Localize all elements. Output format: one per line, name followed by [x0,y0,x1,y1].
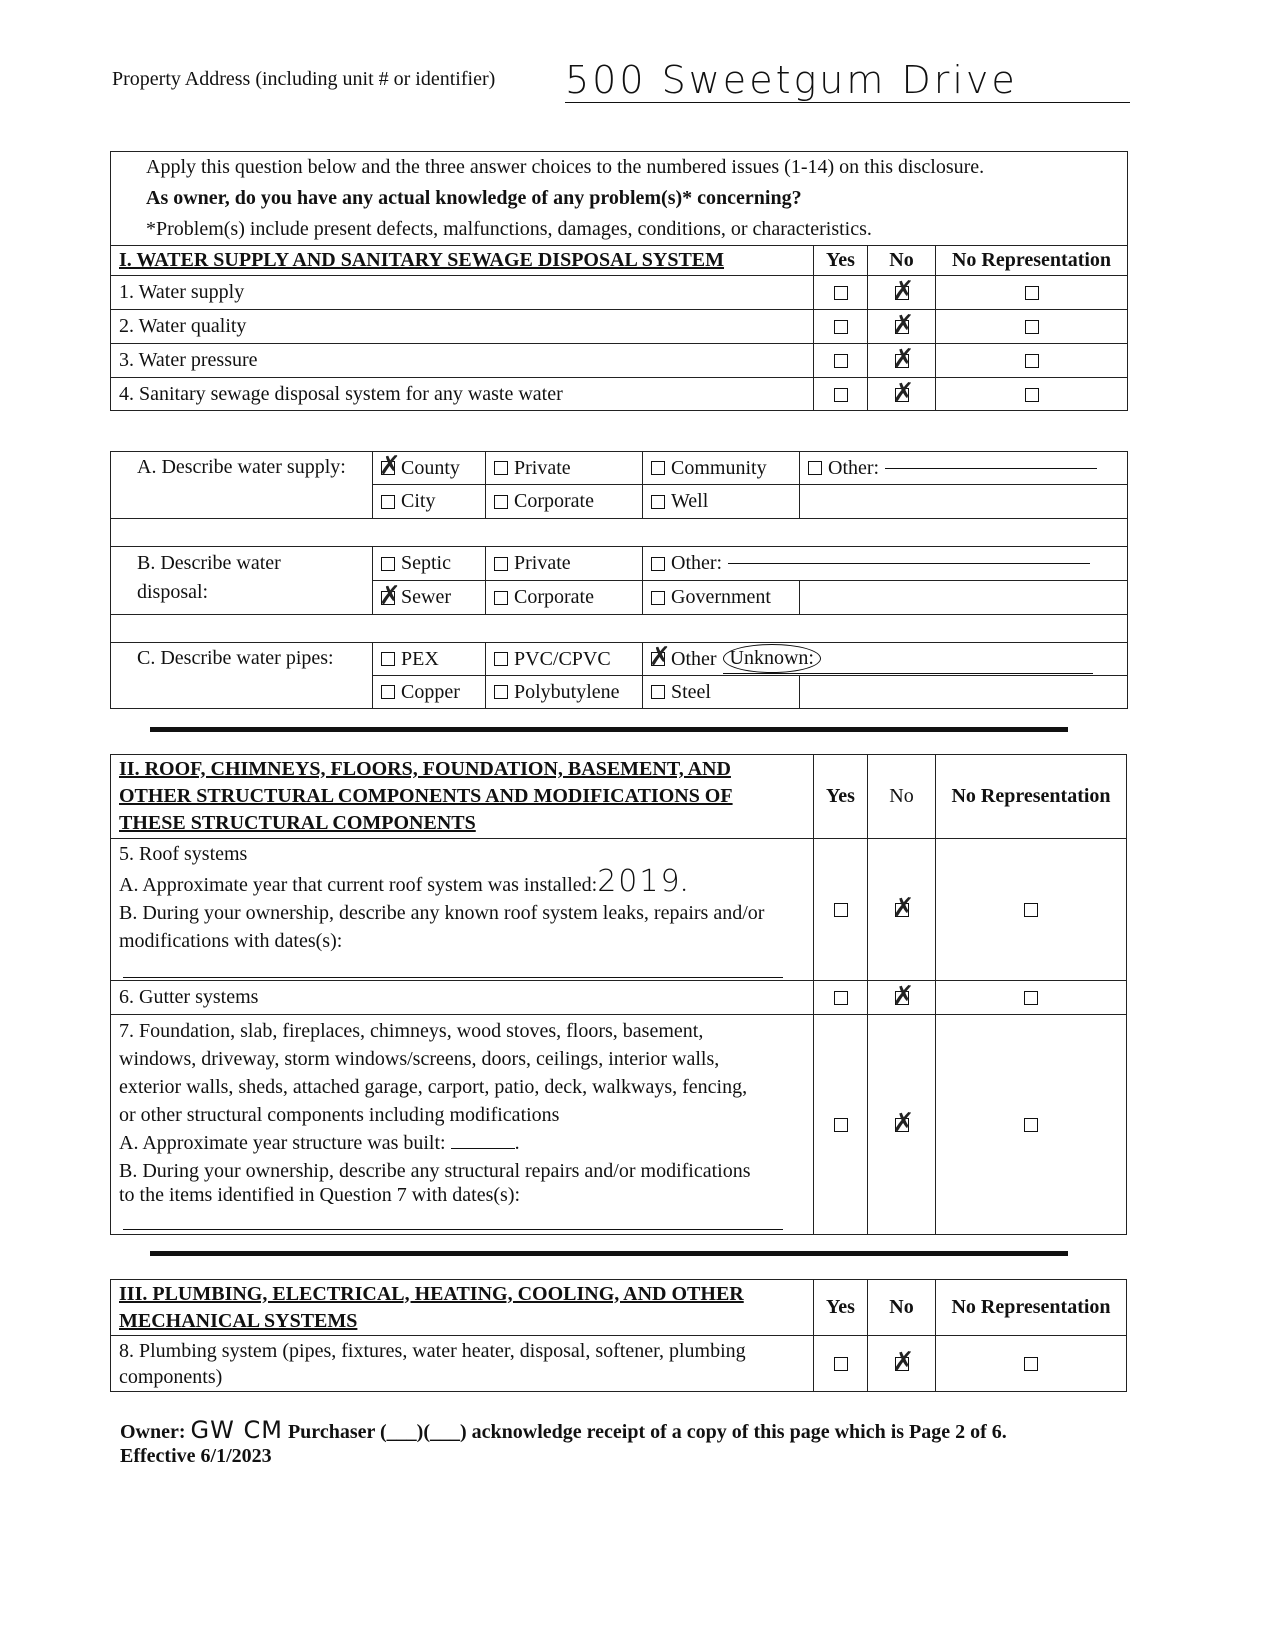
no-checkbox[interactable]: ✗ [892,981,915,1012]
item-label: 2. Water quality [111,310,814,344]
water-disposal-label [111,547,373,615]
item5-b-line2: modifications with dates(s): [119,930,343,952]
copper-checkbox[interactable] [381,685,395,699]
no-checkbox[interactable]: ✗ [892,377,915,408]
no-rep-checkbox[interactable] [1025,320,1039,334]
other-checkbox[interactable] [808,461,822,475]
no-rep-checkbox[interactable] [1024,1357,1038,1371]
purchaser-acknowledgement: Purchaser (___)(___) acknowledge receipt of a copy of this page which is Page 2 of 6. [287,1421,1007,1443]
water-disposal-label-line2: disposal: [137,581,209,603]
footer [120,1418,1007,1468]
item7-a-label: A. Approximate year structure was built: [119,1132,446,1154]
section3-title-line1: III. PLUMBING, ELECTRICAL, HEATING, COOLING, AND OTHER [119,1282,744,1305]
option-label: County [401,456,460,479]
year-built-input[interactable] [451,1148,515,1149]
item7-line4: or other structural components including modifications [119,1104,560,1126]
roof-year-input[interactable]: 2019 [597,864,682,899]
yes-checkbox[interactable] [834,1357,848,1371]
pex-checkbox[interactable] [381,652,395,666]
structural-repairs-input[interactable] [123,1207,783,1230]
polybutylene-checkbox[interactable] [494,685,508,699]
table-row [111,276,1128,310]
item-label: 6. Gutter systems [111,981,814,1015]
table-row [111,981,1127,1015]
spacer-row [111,519,1128,547]
no-rep-checkbox[interactable] [1025,354,1039,368]
other-input[interactable] [728,563,1090,564]
col-no-header: No [868,1280,936,1336]
community-checkbox[interactable] [651,461,665,475]
no-rep-checkbox[interactable] [1025,388,1039,402]
col-yes-header: Yes [814,755,868,839]
section3-title [111,1280,814,1336]
option-label: Other [671,647,717,670]
no-rep-checkbox[interactable] [1024,1118,1038,1132]
owner-label: Owner: [120,1421,186,1443]
period: . [681,874,687,896]
intro-question: As owner, do you have any actual knowledge of any problem(s)* concerning? [146,187,802,209]
item8-line1: 8. Plumbing system (pipes, fixtures, water heater, disposal, softener, plumbing [119,1339,746,1362]
item-label: 3. Water pressure [111,344,814,378]
item7-b-line2: to the items identified in Question 7 with dates(s): [119,1184,521,1206]
item8-line2: components) [119,1365,223,1388]
item5-title: 5. Roof systems [119,843,248,865]
other-input[interactable] [885,468,1097,469]
property-address-row [112,68,495,91]
item7-line1: 7. Foundation, slab, fireplaces, chimneys, wood stoves, floors, basement, [119,1020,704,1042]
no-checkbox[interactable]: ✗ [892,344,915,375]
county-checkbox[interactable]: ✗ [379,451,401,481]
section-divider [150,727,1068,732]
col-norep-header: No Representation [936,1280,1127,1336]
no-rep-checkbox[interactable] [1024,991,1038,1005]
intro-block [111,152,1128,246]
yes-checkbox[interactable] [834,991,848,1005]
section2-title [111,755,814,839]
private-checkbox[interactable] [494,461,508,475]
no-checkbox[interactable]: ✗ [892,1347,915,1378]
water-pipes-label: C. Describe water pipes: [111,643,373,709]
steel-checkbox[interactable] [651,685,665,699]
item7-line2: windows, driveway, storm windows/screens, doors, ceilings, interior walls, [119,1048,720,1070]
col-norep-header: No Representation [936,755,1127,839]
option-label: PEX [401,647,439,670]
property-address-label: Property Address (including unit # or identifier) [112,68,496,90]
table-row [111,1015,1127,1235]
col-no-header: No [868,246,936,276]
option-label: Steel [671,680,711,703]
option-label: Sewer [401,586,451,608]
option-label: Other: [671,552,723,574]
section2-title-line3: THESE STRUCTURAL COMPONENTS [119,812,476,834]
table-row [111,1336,1127,1392]
option-label: Septic [401,552,451,574]
option-label: Well [671,490,709,512]
no-checkbox[interactable]: ✗ [892,310,915,341]
option-label: City [401,490,436,512]
table-row [111,310,1128,344]
section2-title-line2: OTHER STRUCTURAL COMPONENTS AND MODIFICATIONS OF [119,785,733,807]
item8-block [111,1336,814,1392]
section1-title: I. WATER SUPPLY AND SANITARY SEWAGE DISPOSAL SYSTEM [119,249,725,271]
option-label: Government [671,586,771,608]
pvc-checkbox[interactable] [494,652,508,666]
item-label: 4. Sanitary sewage disposal system for any waste water [111,378,814,411]
section3-table [110,1279,1127,1392]
option-label: Community [671,456,767,479]
spacer-row [111,615,1128,643]
col-no-header: No [868,755,936,839]
yes-checkbox[interactable] [834,354,848,368]
yes-checkbox[interactable] [834,286,848,300]
item5-block [111,839,814,981]
option-label: Polybutylene [514,680,620,703]
other-checkbox[interactable] [651,557,665,571]
table-row [111,344,1128,378]
item7-b-line1: B. During your ownership, describe any structural repairs and/or modifications [119,1160,751,1182]
intro-footnote: *Problem(s) include present defects, malfunctions, damages, conditions, or characteristics. [146,218,872,240]
item7-block [111,1015,814,1235]
option-label: Corporate [514,490,594,512]
option-label: Private [514,456,571,479]
section2-table [110,754,1127,1235]
city-checkbox[interactable] [381,495,395,509]
section3-title-line2: MECHANICAL SYSTEMS [119,1309,358,1332]
other-note-input[interactable]: Unknown: [723,644,821,673]
water-supply-label: A. Describe water supply: [111,452,373,519]
water-disposal-label-line1: B. Describe water [137,552,281,574]
no-checkbox[interactable]: ✗ [892,1108,915,1139]
table-row [111,378,1128,411]
option-label: Private [514,552,571,574]
period: . [514,1132,520,1154]
effective-date: Effective 6/1/2023 [120,1445,272,1467]
col-yes-header: Yes [814,1280,868,1336]
intro-line1: Apply this question below and the three answer choices to the numbered issues (1-14) on this disclosure. [146,156,985,178]
septic-checkbox[interactable] [381,557,395,571]
no-checkbox[interactable]: ✗ [892,893,915,924]
property-address-input[interactable]: 500 Sweetgum Drive [565,58,1130,103]
table-row [111,839,1127,981]
sewer-checkbox[interactable]: ✗ [379,580,401,611]
no-rep-checkbox[interactable] [1025,286,1039,300]
roof-repairs-input[interactable] [123,955,783,978]
corporate-checkbox[interactable] [494,591,508,605]
well-checkbox[interactable] [651,495,665,509]
col-norep-header: No Representation [936,246,1128,276]
item7-line3: exterior walls, sheds, attached garage, carport, patio, deck, walkways, fencing, [119,1076,748,1098]
option-label: PVC/CPVC [514,647,611,670]
section-divider [150,1251,1068,1256]
option-label: Other: [828,456,880,479]
item5-a-label: A. Approximate year that current roof system was installed: [119,874,598,896]
government-checkbox[interactable] [651,591,665,605]
corporate-checkbox[interactable] [494,495,508,509]
section1-table [110,151,1128,411]
other-checkbox[interactable]: ✗ [649,642,671,672]
option-label: Copper [401,680,460,703]
item-label: 1. Water supply [111,276,814,310]
private-checkbox[interactable] [494,557,508,571]
yes-checkbox[interactable] [834,903,848,917]
section2-title-line1: II. ROOF, CHIMNEYS, FLOORS, FOUNDATION, BASEMENT, AND [119,758,731,780]
col-yes-header: Yes [814,246,868,276]
yes-checkbox[interactable] [834,1118,848,1132]
no-rep-checkbox[interactable] [1024,903,1038,917]
yes-checkbox[interactable] [834,388,848,402]
yes-checkbox[interactable] [834,320,848,334]
no-checkbox[interactable]: ✗ [892,276,915,307]
option-label: Corporate [514,586,594,608]
owner-initials-input[interactable]: GW CM [190,1416,283,1444]
item5-b-line1: B. During your ownership, describe any known roof system leaks, repairs and/or [119,902,765,924]
describe-table [110,451,1128,709]
